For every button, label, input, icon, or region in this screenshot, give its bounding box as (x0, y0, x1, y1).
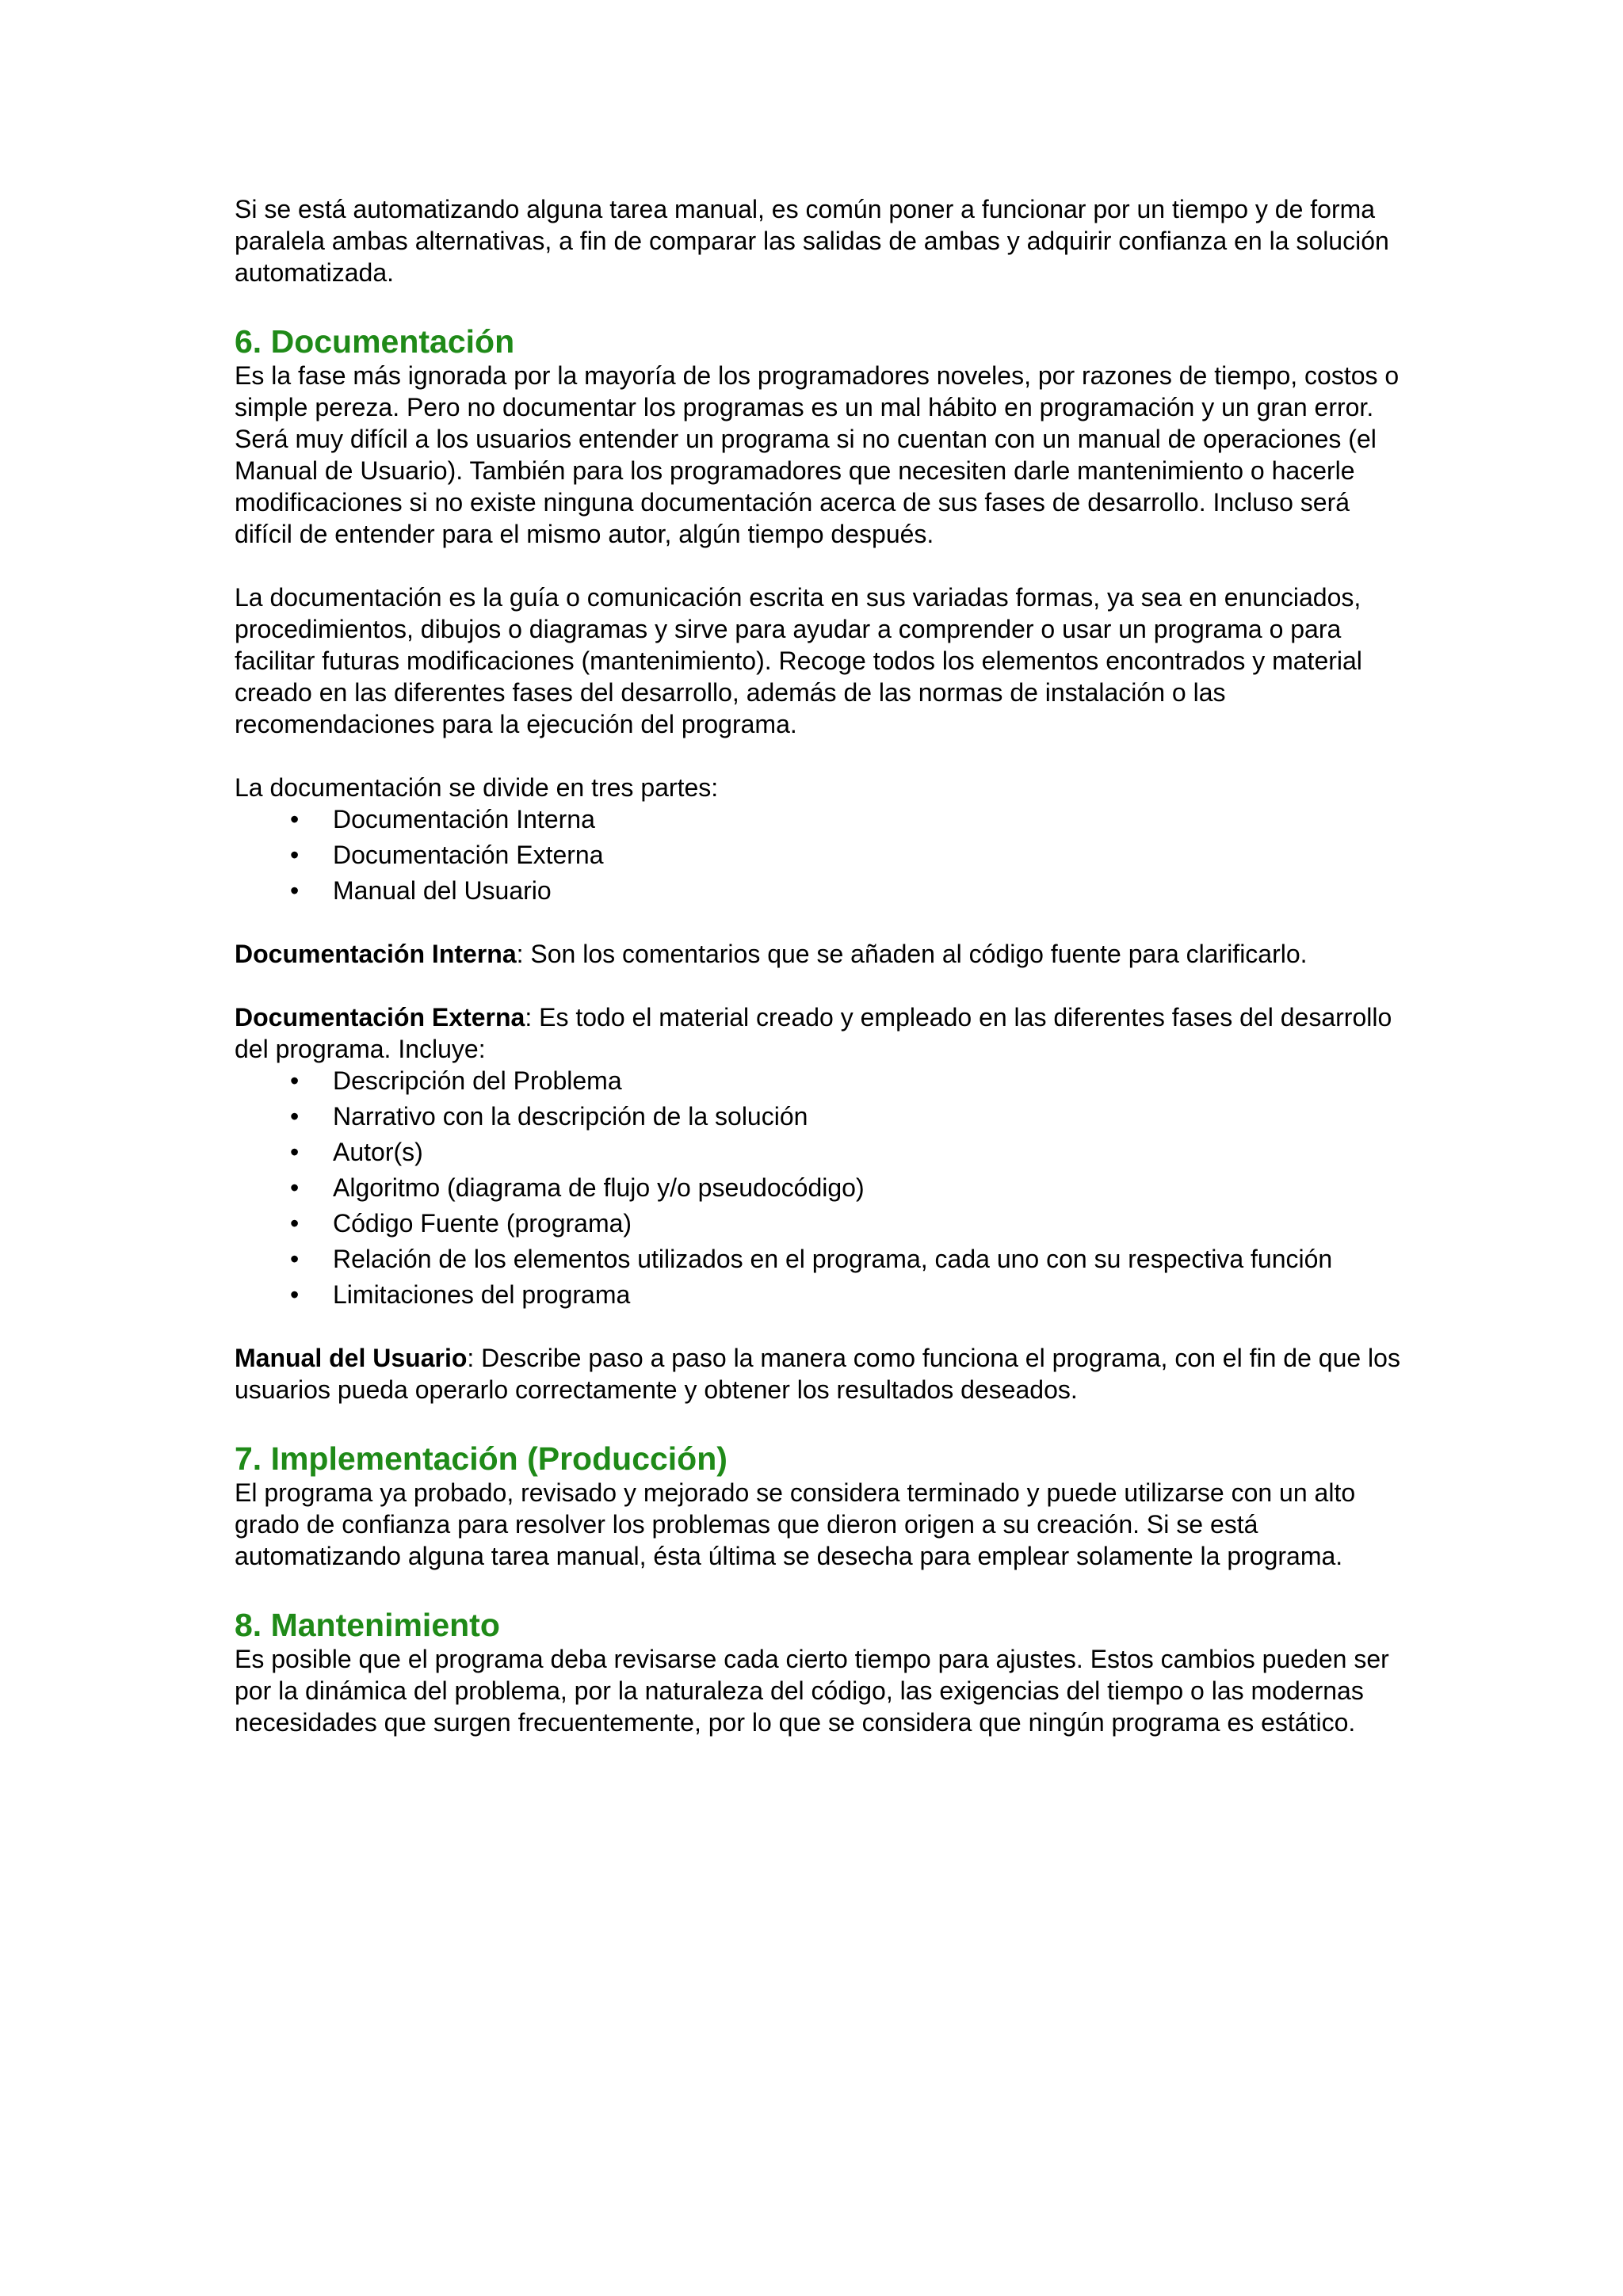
bullet-icon: • (290, 1280, 300, 1309)
list-item: • Narrativo con la descripción de la solución (290, 1102, 808, 1131)
section6-paragraph-3: La documentación se divide en tres partes: (235, 773, 719, 802)
bullet-icon: • (290, 1066, 300, 1095)
list-item: • Autor(s) (290, 1138, 423, 1166)
bullet-icon: • (290, 1102, 300, 1131)
document-page (235, 193, 1407, 1738)
bullet-icon: • (290, 1209, 300, 1238)
term-label: Documentación Externa (235, 1003, 525, 1032)
section8-paragraph-1: Es posible que el programa deba revisarse cada cierto tiempo para ajustes. Estos cambios pueden ser por la dinámica del problema, por la naturaleza del código, las exigencias del tiempo o las modernas necesidades que surgen frecuentemente, por lo que se considera que ningún programa es estático. (235, 1645, 1389, 1737)
list-item: • Documentación Externa (290, 841, 604, 869)
bullet-icon: • (290, 876, 300, 905)
documentation-parts-list (235, 803, 1407, 906)
list-item: • Limitaciones del programa (290, 1280, 631, 1309)
section7-heading: 7. Implementación (Producción) (235, 1440, 727, 1477)
list-item: • Documentación Interna (290, 805, 595, 833)
intro-paragraph: Si se está automatizando alguna tarea manual, es común poner a funcionar por un tiempo y de forma paralela ambas alternativas, a fin de comparar las salidas de ambas y adquirir confianza en la solución automatizada. (235, 195, 1389, 287)
bullet-icon: • (290, 1245, 300, 1273)
bullet-icon: • (290, 1173, 300, 1202)
section8-heading: 8. Mantenimiento (235, 1607, 500, 1643)
list-item: • Código Fuente (programa) (290, 1209, 632, 1238)
term-label: Manual del Usuario (235, 1344, 468, 1372)
externa-items-list (235, 1065, 1407, 1310)
list-item: • Manual del Usuario (290, 876, 552, 905)
section6-paragraph-1: Es la fase más ignorada por la mayoría de los programadores noveles, por razones de tiempo, costos o simple pereza. Pero no documentar los programas es un mal hábito en programación y un gran error. Será muy difícil a los usuarios entender un programa si no cuentan con un manual de operaciones (el Manual de Usuario). También para los programadores que necesiten darle mantenimiento o hacerle modificaciones si no existe ninguna documentación acerca de sus fases de desarrollo. Incluso será difícil de entender para el mismo autor, algún tiempo después. (235, 361, 1400, 548)
bullet-icon: • (290, 805, 300, 833)
list-item: • Relación de los elementos utilizados en el programa, cada uno con su respectiva función (290, 1245, 1333, 1273)
manual-usuario-paragraph: Manual del Usuario: Describe paso a paso la manera como funciona el programa, con el fin de que los usuarios pueda operarlo correctamente y obtener los resultados deseados. (235, 1344, 1400, 1404)
list-item: • Descripción del Problema (290, 1066, 622, 1095)
section7-paragraph-1: El programa ya probado, revisado y mejorado se considera terminado y puede utilizarse con un alto grado de confianza para resolver los problemas que dieron origen a su creación. Si se está automatizando alguna tarea manual, ésta última se desecha para emplear solamente la programa. (235, 1478, 1356, 1570)
bullet-icon: • (290, 841, 300, 869)
term-label: Documentación Interna (235, 940, 517, 968)
list-item: • Algoritmo (diagrama de flujo y/o pseudocódigo) (290, 1173, 865, 1202)
section6-paragraph-2: La documentación es la guía o comunicación escrita en sus variadas formas, ya sea en enunciados, procedimientos, dibujos o diagramas y sirve para ayudar a comprender o usar un programa o para facilitar futuras modificaciones (mantenimiento). Recoge todos los elementos encontrados y material creado en las diferentes fases del desarrollo, además de las normas de instalación o las recomendaciones para la ejecución del programa. (235, 583, 1362, 738)
bullet-icon: • (290, 1138, 300, 1166)
documentacion-externa-paragraph: Documentación Externa: Es todo el material creado y empleado en las diferentes fases del desarrollo del programa. Incluye: (235, 1003, 1392, 1063)
documentacion-interna-paragraph: Documentación Interna: Son los comentarios que se añaden al código fuente para clarificarlo. (235, 940, 1308, 968)
section6-heading: 6. Documentación (235, 323, 515, 360)
